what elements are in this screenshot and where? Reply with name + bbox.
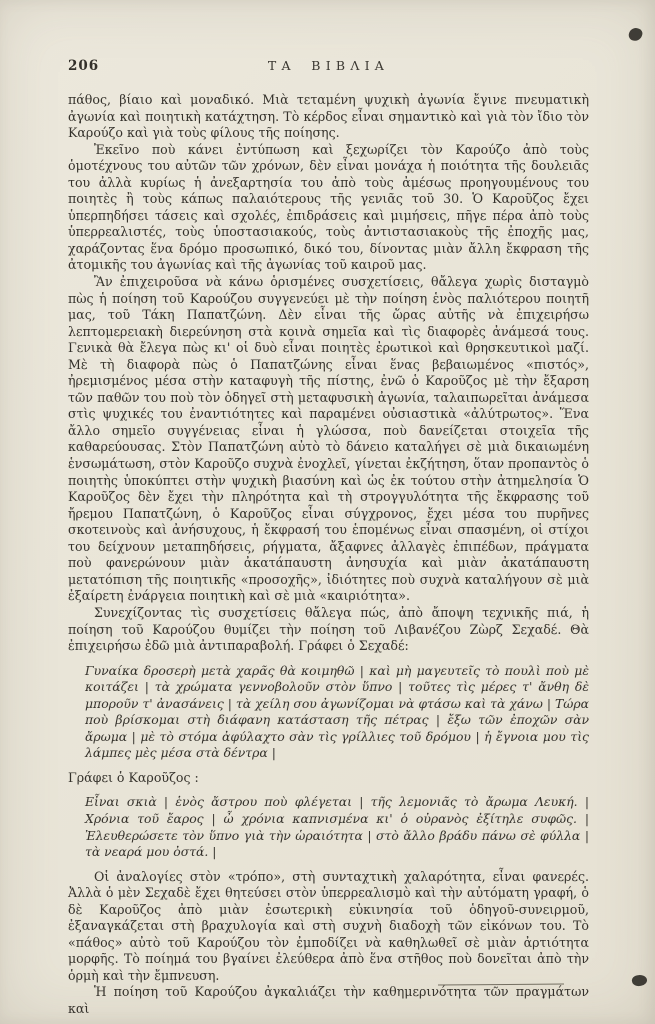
paragraph: Συνεχίζοντας τὶς συσχετίσεις θἄλεγα πώς, ἀπὸ ἄποψη τεχνικῆς πιά, ἡ ποίηση τοῦ Καρούζου θυμίζει τὴν ποίηση τοῦ Λιβανέζου Ζὼρζ Σεχαδέ. Θὰ ἐπιχειρήσω ἐδῶ μιὰ ἀντιπαραβολή. Γράφει ὁ Σεχαδέ: [68, 604, 589, 654]
paragraph: Οἱ ἀναλογίες στὸν «τρόπο», στὴ συνταχτικὴ χαλαρότητα, εἶναι φανερές. Ἀλλὰ ὁ μὲν Σεχαδὲ ἔχει θητεύσει στὸν ὑπερρεαλισμὸ καὶ τὴν αὐτόματη γραφή, ὁ δὲ Καροῦζος ἀπὸ μιὰν ἐσωτερικὴ εὐκινησία τοῦ ὁδηγοῦ-συνειρμοῦ, ἐξαναγκάζεται στὴ βραχυλογία καὶ στὴ συχνὴ διαδοχὴ τῶν εἰκόνων του. Τὸ «πάθος» αὐτὸ τοῦ Καρούζου τὸν ἐμποδίζει νὰ καθηλωθεῖ σὲ μιὰν ἀρτιότητα μορφῆς. Τὸ ποίημά του βγαίνει ἐλεύθερα ἀπὸ ἕνα στῆθος ποὺ δονεῖται ἀπὸ τὴν ὁρμὴ καὶ τὴν ἔμπνευση. [68, 868, 589, 983]
paragraph: Ἡ ποίηση τοῦ Καρούζου ἀγκαλιάζει τὴν καθημερινότητα τῶν πραγμάτων καὶ [68, 984, 589, 1016]
poem-quote-sechade: Γυναίκα δροσερὴ μετὰ χαρᾶς θὰ κοιμηθῶ | καὶ μὴ μαγευτεῖς τὸ πουλὶ ποὺ μὲ κοιτάζει | τὰ χρώματα γεννοβολοῦν στὸν ὕπνο | τοῦτες τὶς μέρες τ' ἄνθη δὲ μποροῦν τ' ἀνασάνεις | τὰ χείλη σου ἀγωνίζομαι νὰ φτάσω καὶ τὰ χάνω | Τώρα ποὺ βρίσκομαι στὴ διάφανη κατάσταση τῆς πέτρας | ἔξω τῶν ἐποχῶν σὰν ἄρωμα | μὲ τὸ στόμα ἀφύλαχτο σὰν τὶς γρίλλιες τοῦ δρόμου | ἡ ἔγνοια μου τὶς λάμπες μὲς μέσα στὰ δέντρα | [85, 662, 589, 761]
paragraph: Ἂν ἐπιχειροῦσα νὰ κάνω ὁρισμένες συσχετίσεις, θἄλεγα χωρὶς δισταγμὸ πὼς ἡ ποίηση τοῦ Καρούζου συγγενεύει μὲ τὴν ποίηση ἑνὸς παλιότερου ποιητῆ μας, τοῦ Τάκη Παπατζώνη. Δὲν εἶναι τῆς ὥρας αὐτῆς νὰ ἐπιχειρήσω λεπτομερειακὴ διερεύνηση στὰ κοινὰ σημεῖα καὶ τὶς διαφορὲς ἀνάμεσά τους. Γενικὰ θὰ ἔλεγα πὼς κι' οἱ δυὸ εἶναι ποιητὲς ἐρωτικοὶ καὶ θρησκευτικοὶ μαζί. Μὲ τὴ διαφορὰ πὼς ὁ Παπατζώνης εἶναι ἕνας βεβαιωμένος «πιστός», ἠρεμισμένος μέσα στὴν καταφυγὴ τῆς πίστης, ἐνῶ ὁ Καροῦζος μὲ τὴν ἔξαρση τῶν παθῶν του ποὺ τὸν ὁδηγεῖ στὴ μεταφυσικὴ ἀγωνία, ταλαιπωρεῖται ἀνάμεσα στὶς ψυχικές του ἐναντιότητες καὶ παραμένει οὐσιαστικὰ «ἀλύτρωτος». Ἕνα ἄλλο σημεῖο συγγένειας εἶναι ἡ γλώσσα, ποὺ δανείζεται στοιχεῖα τῆς καθαρεύουσας. Στὸν Παπατζώνη αὐτὸ τὸ δάνειο καταλήγει σὲ μιὰ δικαιωμένη ἑνσωμάτωση, στὸν Καροῦζο συχνὰ ἐνοχλεῖ, γίνεται ἐκζήτηση, ὅταν προπαντὸς ὁ ποιητὴς ὑποκύπτει στὴν ψυχικὴ βιασύνη καὶ ὡς ἐκ τούτου στὴν ἀτημελησία Ὁ Καροῦζος δὲν ἔχει τὴν πληρότητα καὶ τὴ στρογγυλότητα τῆς ἔκφρασης τοῦ ἤρεμου Παπατζώνη, ὁ Καροῦζος εἶναι σύγχρονος, ἔχει μέσα του πυρῆνες σκοτεινοὺς καὶ ἀνήσυχους, ἡ ἔκφρασή του ἑπομένως εἶναι σπασμένη, οἱ στίχοι του δείχνουν μεταπηδήσεις, ρήγματα, ἄξαφνες ἀλλαγὲς ἐπιπέδων, πράγματα ποὺ φανερώνουν μιὰν ἀκατάπαυστη ἀνησυχία καὶ μιὰν ἀκατάπαυστη μετατόπιση τῆς ποιητικῆς «προσοχῆς», ἰδιότητες ποὺ συχνὰ καταλήγουν σὲ μιὰ ἐξαίρετη ἐνάργεια ποιητικὴ καὶ σὲ μιὰ «καιριότητα». [68, 274, 589, 604]
running-head-title: ΤΑ ΒΙΒΛΙΑ [267, 58, 390, 73]
poem-quote-karouzos: Εἶναι σκιὰ | ἑνὸς ἄστρου ποὺ φλέγεται | τῆς λεμονιᾶς τὸ ἄρωμα Λευκή. | Χρόνια τοῦ ἔαρος | ὦ χρόνια καπνισμένα κι' ὁ οὐρανὸς ἐξίτηλε συφῶς. | Ἐλευθερώσετε τὸν ὕπνο γιὰ τὴν ὡραιότητα | στὸ ἄλλο βράδυ πάνω σὲ φύλλα | τὰ νεαρά μου ὀστά. | [85, 794, 589, 860]
paragraph-continuation: πάθος, βίαιο καὶ μοναδικό. Μιὰ τεταμένη ψυχικὴ ἀγωνία ἔγινε πνευματικὴ ἀγωνία καὶ ποιητικὴ κατάχτηση. Τὸ κέρδος εἶναι σημαντικὸ καὶ γιὰ τὸν ἴδιο τὸν Καρούζο καὶ γιὰ τοὺς φίλους τῆς ποίησης. [68, 92, 589, 141]
scan-ink-mark-top-right [627, 26, 643, 42]
text-column [68, 92, 589, 1018]
paragraph: Ἐκεῖνο ποὺ κάνει ἐντύπωση καὶ ξεχωρίζει τὸν Καρούζο ἀπὸ τοὺς ὁμοτέχνους του αὐτῶν τῶν χρόνων, δὲν εἶναι μονάχα ἡ ποιότητα τῆς δουλειᾶς του ἀλλὰ κυρίως ἡ ἀνεξαρτησία του ἀπὸ τοὺς ἀμέσως προηγουμένους του ποιητὲς ἢ τοὺς κάπως παλαιότερους τῆς γενιᾶς τοῦ 30. Ὁ Καροῦζος ἔχει ὑπερπηδήσει τάσεις καὶ σχολές, ἐπιδράσεις καὶ μιμήσεις, πῆγε πέρα ἀπὸ τοὺς ὑπερρεαλιστές, τοὺς ὑποστασιακούς, τοὺς ἀντιστασιακοὺς τῆς ἐποχῆς μας, χαράζοντας ἕνα δρόμο προσωπικό, δικό του, δίνοντας μιὰν ἄλλη ἔκφραση τῆς ἀτομικῆς του ἀγωνίας καὶ τῆς ἀγωνίας τοῦ καιροῦ μας. [68, 141, 589, 273]
running-head [68, 58, 589, 76]
quote-attribution-label: Γράφει ὁ Καροῦζος : [68, 769, 199, 785]
page-number: 206 [68, 58, 100, 74]
scan-ink-mark-bottom-right [631, 974, 648, 987]
